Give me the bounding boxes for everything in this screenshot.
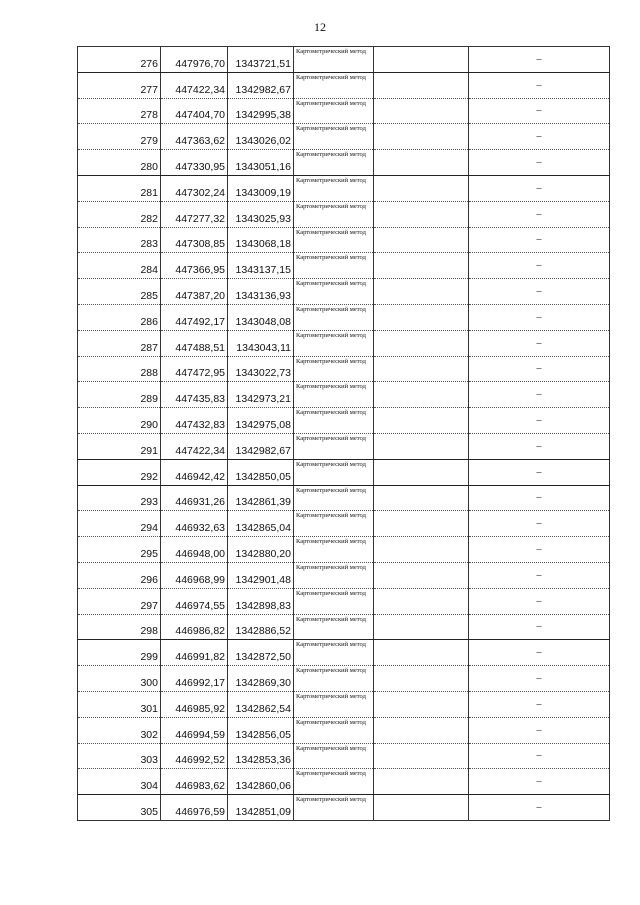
accuracy-cell: – [469, 691, 610, 717]
accuracy-cell: – [469, 562, 610, 588]
empty-cell [374, 588, 469, 614]
accuracy-cell: – [469, 382, 610, 408]
x-coordinate-cell: 447330,95 [161, 150, 228, 176]
y-coordinate-cell: 1342850,05 [228, 459, 294, 485]
empty-cell [374, 47, 469, 73]
empty-cell [374, 562, 469, 588]
empty-cell [374, 330, 469, 356]
method-cell: Картометрический метод [294, 485, 374, 511]
x-coordinate-cell: 447472,95 [161, 356, 228, 382]
table-row [78, 253, 610, 279]
empty-cell [374, 459, 469, 485]
y-coordinate-cell: 1343051,16 [228, 150, 294, 176]
accuracy-cell: – [469, 279, 610, 305]
x-coordinate-cell: 446968,99 [161, 562, 228, 588]
table-row [78, 201, 610, 227]
method-cell: Картометрический метод [294, 124, 374, 150]
accuracy-cell: – [469, 666, 610, 692]
y-coordinate-cell: 1343043,11 [228, 330, 294, 356]
point-number-cell: 302 [78, 717, 161, 743]
method-cell: Картометрический метод [294, 511, 374, 537]
x-coordinate-cell: 447363,62 [161, 124, 228, 150]
table-row [78, 72, 610, 98]
y-coordinate-cell: 1343025,93 [228, 201, 294, 227]
accuracy-cell: – [469, 175, 610, 201]
table-row [78, 640, 610, 666]
table-row [78, 408, 610, 434]
point-number-cell: 276 [78, 47, 161, 73]
table-row [78, 124, 610, 150]
coordinates-table-body [78, 47, 610, 821]
x-coordinate-cell: 446974,55 [161, 588, 228, 614]
empty-cell [374, 717, 469, 743]
x-coordinate-cell: 446986,82 [161, 614, 228, 640]
accuracy-cell: – [469, 201, 610, 227]
table-row [78, 511, 610, 537]
empty-cell [374, 304, 469, 330]
accuracy-cell: – [469, 743, 610, 769]
point-number-cell: 295 [78, 537, 161, 563]
point-number-cell: 289 [78, 382, 161, 408]
table-row [78, 769, 610, 795]
empty-cell [374, 150, 469, 176]
x-coordinate-cell: 447404,70 [161, 98, 228, 124]
method-cell: Картометрический метод [294, 408, 374, 434]
table-row [78, 795, 610, 821]
x-coordinate-cell: 446976,59 [161, 795, 228, 821]
accuracy-cell: – [469, 72, 610, 98]
empty-cell [374, 175, 469, 201]
point-number-cell: 284 [78, 253, 161, 279]
x-coordinate-cell: 447302,24 [161, 175, 228, 201]
empty-cell [374, 227, 469, 253]
method-cell: Картометрический метод [294, 795, 374, 821]
y-coordinate-cell: 1342853,36 [228, 743, 294, 769]
empty-cell [374, 98, 469, 124]
accuracy-cell: – [469, 330, 610, 356]
method-cell: Картометрический метод [294, 640, 374, 666]
empty-cell [374, 201, 469, 227]
y-coordinate-cell: 1342856,05 [228, 717, 294, 743]
table-row [78, 279, 610, 305]
y-coordinate-cell: 1343068,18 [228, 227, 294, 253]
accuracy-cell: – [469, 227, 610, 253]
method-cell: Картометрический метод [294, 769, 374, 795]
x-coordinate-cell: 447976,70 [161, 47, 228, 73]
table-row [78, 743, 610, 769]
x-coordinate-cell: 446932,63 [161, 511, 228, 537]
method-cell: Картометрический метод [294, 382, 374, 408]
x-coordinate-cell: 447422,34 [161, 433, 228, 459]
accuracy-cell: – [469, 433, 610, 459]
accuracy-cell: – [469, 304, 610, 330]
x-coordinate-cell: 447492,17 [161, 304, 228, 330]
method-cell: Картометрический метод [294, 666, 374, 692]
method-cell: Картометрический метод [294, 150, 374, 176]
point-number-cell: 294 [78, 511, 161, 537]
accuracy-cell: – [469, 356, 610, 382]
x-coordinate-cell: 446994,59 [161, 717, 228, 743]
point-number-cell: 303 [78, 743, 161, 769]
empty-cell [374, 743, 469, 769]
accuracy-cell: – [469, 253, 610, 279]
y-coordinate-cell: 1343026,02 [228, 124, 294, 150]
method-cell: Картометрический метод [294, 227, 374, 253]
x-coordinate-cell: 446942,42 [161, 459, 228, 485]
point-number-cell: 293 [78, 485, 161, 511]
y-coordinate-cell: 1342982,67 [228, 433, 294, 459]
method-cell: Картометрический метод [294, 330, 374, 356]
y-coordinate-cell: 1342975,08 [228, 408, 294, 434]
y-coordinate-cell: 1342869,30 [228, 666, 294, 692]
table-row [78, 562, 610, 588]
x-coordinate-cell: 446991,82 [161, 640, 228, 666]
method-cell: Картометрический метод [294, 72, 374, 98]
method-cell: Картометрический метод [294, 47, 374, 73]
empty-cell [374, 279, 469, 305]
point-number-cell: 278 [78, 98, 161, 124]
y-coordinate-cell: 1342860,06 [228, 769, 294, 795]
table-row [78, 175, 610, 201]
point-number-cell: 296 [78, 562, 161, 588]
x-coordinate-cell: 447432,83 [161, 408, 228, 434]
accuracy-cell: – [469, 717, 610, 743]
x-coordinate-cell: 447435,83 [161, 382, 228, 408]
table-row [78, 150, 610, 176]
accuracy-cell: – [469, 459, 610, 485]
point-number-cell: 288 [78, 356, 161, 382]
accuracy-cell: – [469, 124, 610, 150]
x-coordinate-cell: 447308,85 [161, 227, 228, 253]
method-cell: Картометрический метод [294, 356, 374, 382]
y-coordinate-cell: 1343137,15 [228, 253, 294, 279]
empty-cell [374, 614, 469, 640]
table-row [78, 356, 610, 382]
empty-cell [374, 640, 469, 666]
point-number-cell: 286 [78, 304, 161, 330]
y-coordinate-cell: 1342995,38 [228, 98, 294, 124]
empty-cell [374, 537, 469, 563]
method-cell: Картометрический метод [294, 717, 374, 743]
x-coordinate-cell: 446992,52 [161, 743, 228, 769]
empty-cell [374, 511, 469, 537]
point-number-cell: 298 [78, 614, 161, 640]
accuracy-cell: – [469, 47, 610, 73]
accuracy-cell: – [469, 588, 610, 614]
x-coordinate-cell: 447422,34 [161, 72, 228, 98]
empty-cell [374, 666, 469, 692]
empty-cell [374, 433, 469, 459]
method-cell: Картометрический метод [294, 588, 374, 614]
y-coordinate-cell: 1342886,52 [228, 614, 294, 640]
point-number-cell: 297 [78, 588, 161, 614]
point-number-cell: 282 [78, 201, 161, 227]
method-cell: Картометрический метод [294, 175, 374, 201]
point-number-cell: 281 [78, 175, 161, 201]
method-cell: Картометрический метод [294, 98, 374, 124]
y-coordinate-cell: 1343009,19 [228, 175, 294, 201]
x-coordinate-cell: 446948,00 [161, 537, 228, 563]
point-number-cell: 300 [78, 666, 161, 692]
accuracy-cell: – [469, 98, 610, 124]
point-number-cell: 299 [78, 640, 161, 666]
point-number-cell: 301 [78, 691, 161, 717]
empty-cell [374, 769, 469, 795]
method-cell: Картометрический метод [294, 201, 374, 227]
method-cell: Картометрический метод [294, 279, 374, 305]
table-row [78, 485, 610, 511]
table-row [78, 666, 610, 692]
point-number-cell: 279 [78, 124, 161, 150]
y-coordinate-cell: 1342872,50 [228, 640, 294, 666]
empty-cell [374, 691, 469, 717]
method-cell: Картометрический метод [294, 691, 374, 717]
empty-cell [374, 124, 469, 150]
empty-cell [374, 382, 469, 408]
y-coordinate-cell: 1342901,48 [228, 562, 294, 588]
table-row [78, 227, 610, 253]
method-cell: Картометрический метод [294, 614, 374, 640]
y-coordinate-cell: 1342973,21 [228, 382, 294, 408]
y-coordinate-cell: 1342982,67 [228, 72, 294, 98]
empty-cell [374, 795, 469, 821]
table-row [78, 717, 610, 743]
point-number-cell: 304 [78, 769, 161, 795]
empty-cell [374, 485, 469, 511]
x-coordinate-cell: 447488,51 [161, 330, 228, 356]
accuracy-cell: – [469, 769, 610, 795]
method-cell: Картометрический метод [294, 253, 374, 279]
x-coordinate-cell: 446931,26 [161, 485, 228, 511]
x-coordinate-cell: 447277,32 [161, 201, 228, 227]
empty-cell [374, 72, 469, 98]
accuracy-cell: – [469, 795, 610, 821]
y-coordinate-cell: 1342851,09 [228, 795, 294, 821]
method-cell: Картометрический метод [294, 537, 374, 563]
accuracy-cell: – [469, 537, 610, 563]
table-row [78, 330, 610, 356]
y-coordinate-cell: 1342880,20 [228, 537, 294, 563]
x-coordinate-cell: 447366,95 [161, 253, 228, 279]
y-coordinate-cell: 1342862,54 [228, 691, 294, 717]
table-row [78, 382, 610, 408]
y-coordinate-cell: 1343136,93 [228, 279, 294, 305]
point-number-cell: 291 [78, 433, 161, 459]
x-coordinate-cell: 446985,92 [161, 691, 228, 717]
point-number-cell: 283 [78, 227, 161, 253]
point-number-cell: 277 [78, 72, 161, 98]
table-row [78, 459, 610, 485]
y-coordinate-cell: 1343721,51 [228, 47, 294, 73]
accuracy-cell: – [469, 150, 610, 176]
accuracy-cell: – [469, 640, 610, 666]
table-row [78, 588, 610, 614]
point-number-cell: 280 [78, 150, 161, 176]
point-number-cell: 285 [78, 279, 161, 305]
accuracy-cell: – [469, 614, 610, 640]
point-number-cell: 292 [78, 459, 161, 485]
empty-cell [374, 253, 469, 279]
point-number-cell: 287 [78, 330, 161, 356]
method-cell: Картометрический метод [294, 304, 374, 330]
x-coordinate-cell: 446992,17 [161, 666, 228, 692]
accuracy-cell: – [469, 511, 610, 537]
accuracy-cell: – [469, 408, 610, 434]
point-number-cell: 290 [78, 408, 161, 434]
table-row [78, 47, 610, 73]
y-coordinate-cell: 1342898,83 [228, 588, 294, 614]
table-row [78, 614, 610, 640]
table-row [78, 691, 610, 717]
point-number-cell: 305 [78, 795, 161, 821]
table-row [78, 537, 610, 563]
y-coordinate-cell: 1342861,39 [228, 485, 294, 511]
table-row [78, 304, 610, 330]
y-coordinate-cell: 1343022,73 [228, 356, 294, 382]
x-coordinate-cell: 447387,20 [161, 279, 228, 305]
table-row [78, 433, 610, 459]
x-coordinate-cell: 446983,62 [161, 769, 228, 795]
table-row [78, 98, 610, 124]
method-cell: Картометрический метод [294, 743, 374, 769]
accuracy-cell: – [469, 485, 610, 511]
method-cell: Картометрический метод [294, 562, 374, 588]
coordinates-table [77, 46, 610, 821]
method-cell: Картометрический метод [294, 433, 374, 459]
method-cell: Картометрический метод [294, 459, 374, 485]
y-coordinate-cell: 1343048,08 [228, 304, 294, 330]
page-number: 12 [314, 20, 326, 34]
empty-cell [374, 408, 469, 434]
empty-cell [374, 356, 469, 382]
y-coordinate-cell: 1342865,04 [228, 511, 294, 537]
